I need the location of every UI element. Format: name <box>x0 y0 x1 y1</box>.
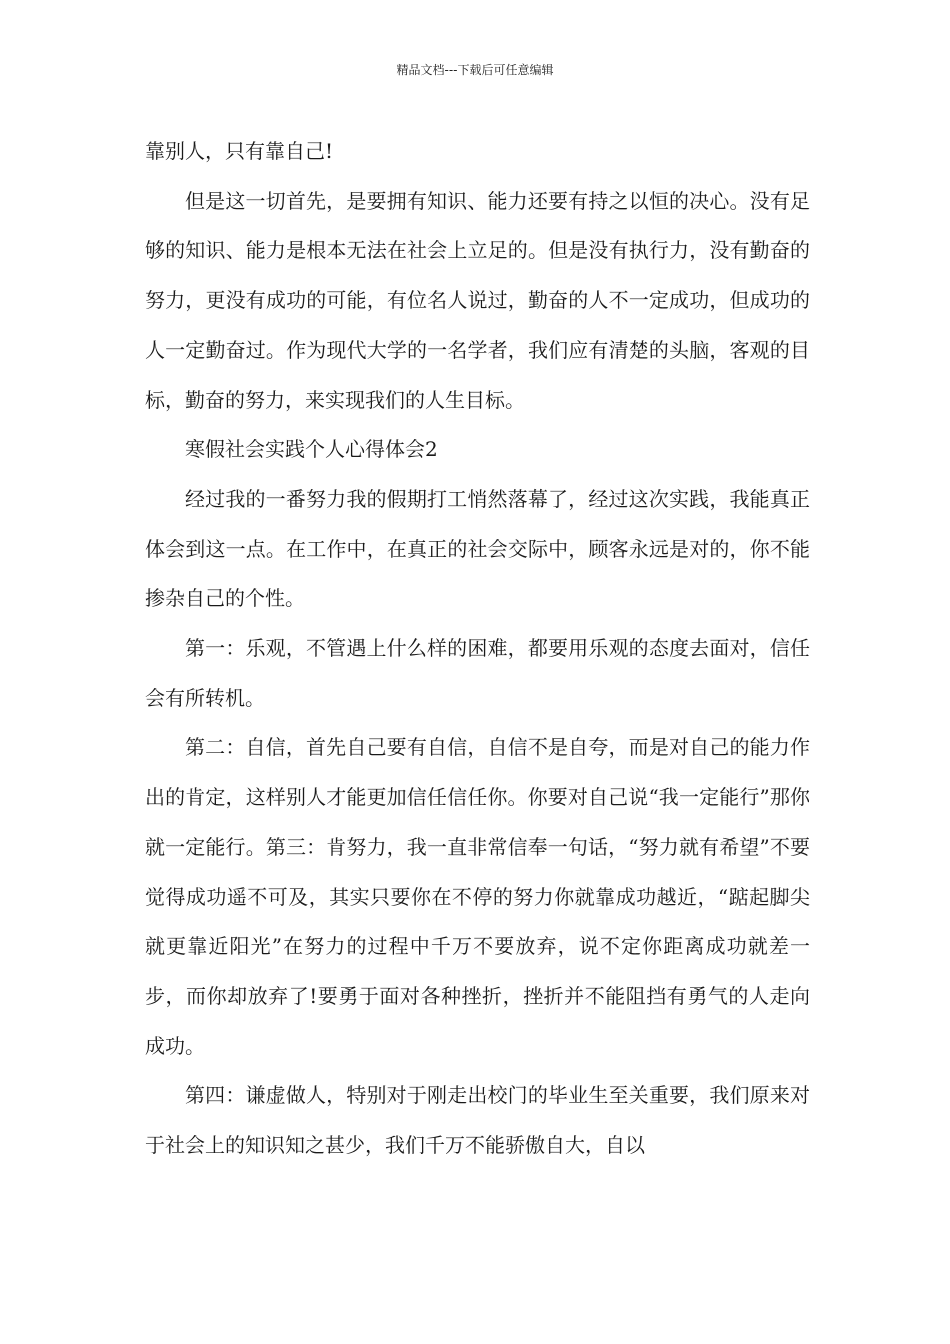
paragraph-point-four: 第四：谦虚做人，特别对于刚走出校门的毕业生至关重要，我们原来对于社会上的知识知之甚少，我们千万不能骄傲自大，自以 <box>145 1083 810 1158</box>
paragraph-continuation: 靠别人，只有靠自己! <box>145 139 334 163</box>
paragraph-point-one: 第一：乐观，不管遇上什么样的困难，都要用乐观的态度去面对，信任会有所转机。 <box>145 636 810 710</box>
section-heading: 寒假社会实践个人心得体会2 <box>185 437 438 462</box>
paragraph-knowledge-ability: 但是这一切首先，是要拥有知识、能力还要有持之以恒的决心。没有足够的知识、能力是根本无法在社会上立足的。但是没有执行力，没有勤奋的努力，更没有成功的可能，有位名人说过，勤奋的人不一定成功，但成功的人一定勤奋过。作为现代大学的一名学者，我们应有清楚的头脑，客观的目标，勤奋的努力，来实现我们的人生目标。 <box>145 188 810 412</box>
page-header: 精品文档---下载后可任意编辑 <box>396 63 554 77</box>
paragraph-point-two-three: 第二：自信，首先自己要有自信，自信不是自夸，而是对自己的能力作出的肯定，这样别人才能更加信任信任你。你要对自己说“我一定能行”那你就一定能行。第三：肯努力，我一直非常信奉一句话，“努力就有希望”不要觉得成功遥不可及，其实只要你在不停的努力你就靠成功越近，“踮起脚尖就更靠近阳光”在努力的过程中千万不要放弃，说不定你距离成功就差一步，而你却放弃了!要勇于面对各种挫折，挫折并不能阻挡有勇气的人走向成功。 <box>145 735 810 1058</box>
document-body <box>145 127 810 1171</box>
paragraph-intro: 经过我的一番努力我的假期打工悄然落幕了，经过这次实践，我能真正体会到这一点。在工作中，在真正的社会交际中，顾客永远是对的，你不能掺杂自己的个性。 <box>145 486 810 611</box>
